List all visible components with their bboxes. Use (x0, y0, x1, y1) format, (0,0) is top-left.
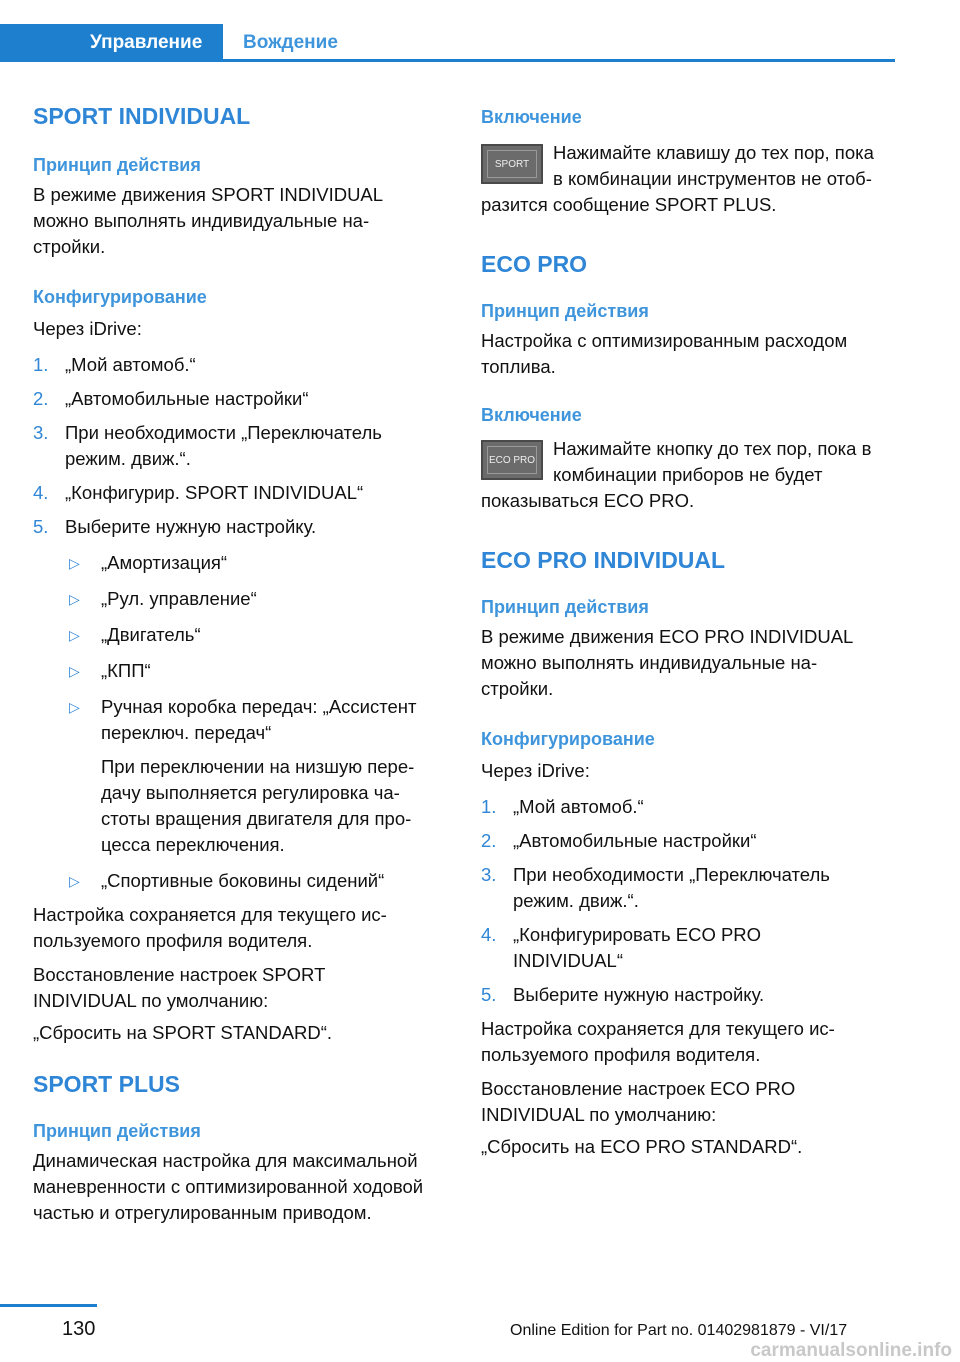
eco-enable-heading: Включение (481, 405, 582, 425)
list-item: ▷ „КПП“ (33, 658, 448, 684)
sport-plus-title: SPORT PLUS (33, 1071, 180, 1097)
list-item: 5. Выберите нужную настройку. (481, 984, 765, 1005)
eco-individual-title: ECO PRO INDIVIDUAL (481, 547, 726, 573)
page-number: 130 (62, 1318, 96, 1340)
eco-config-heading: Конфигурирование (481, 729, 655, 749)
list-item: 1. „Мой автомоб.“ (33, 354, 196, 375)
eco-pro-title: ECO PRO (481, 251, 588, 277)
principle-text: В режиме движения SPORT INDIVIDUAL можно выполнять индивидуальные на‐ стройки. (33, 184, 384, 257)
sport-enable-tail: разится сообщение SPORT PLUS. (481, 194, 777, 215)
list-item: 1. „Мой автомоб.“ (481, 796, 644, 817)
edition-text: Online Edition for Part no. 01402981879 - VI/17 (510, 1322, 848, 1339)
shift-note: При переключении на низшую пере‐ дачу выполняется регулировка ча‐ стоты вращения двигателя для про‐ цесса переключения. (101, 756, 415, 855)
eco-config-intro: Через iDrive: (481, 760, 590, 781)
triangle-bullet-icon: ▷ (69, 873, 80, 889)
list-item: 2. „Автомобильные настройки“ (33, 388, 309, 409)
tab-underline (223, 59, 895, 62)
eco-individual-principle-heading: Принцип действия (481, 597, 649, 617)
watermark: carmanualsonline.info (750, 1340, 952, 1361)
right-column (481, 104, 896, 1160)
list-item: 2. „Автомобильные настройки“ (481, 830, 757, 851)
list-item: 4. „Конфигурир. SPORT INDIVIDUAL“ (33, 482, 364, 503)
sport-plus-principle-heading: Принцип действия (33, 1121, 201, 1141)
eco-principle-heading: Принцип действия (481, 301, 649, 321)
eco-enable-tail: показываться ECO PRO. (481, 490, 695, 511)
config-steps (33, 352, 448, 540)
list-item: ▷ Ручная коробка передач: „Ассистент переключ. передач“ (69, 696, 417, 743)
principle-heading: Принцип действия (33, 155, 201, 175)
list-item: 5. Выберите нужную настройку. (33, 516, 317, 537)
tab-driving[interactable]: Вождение (243, 32, 338, 53)
reset-text: Восстановление настроек SPORT INDIVIDUAL по умолчанию: (33, 964, 326, 1011)
eco-config-steps (481, 794, 896, 1008)
saved-text: Настройка сохраняется для текущего ис‐ пользуемого профиля водителя. (33, 904, 387, 951)
eco-button-row: ECO PRO Нажимайте кнопку до тех пор, пока в комбинации приборов не будет (481, 436, 896, 488)
eco-saved-text: Настройка сохраняется для текущего ис‐ пользуемого профиля водителя. (481, 1018, 835, 1065)
eco-individual-text: В режиме движения ECO PRO INDIVIDUAL можно выполнять индивидуальные на‐ стройки. (481, 626, 854, 699)
eco-reset-text: Восстановление настроек ECO PRO INDIVIDUAL по умолчанию: (481, 1078, 796, 1125)
list-item: ▷ „Рул. управление“ (33, 586, 448, 612)
section-tabs (0, 24, 895, 62)
list-item: 3. При необходимости „Переключатель режим. движ.“. (481, 864, 830, 911)
sport-individual-title: SPORT INDIVIDUAL (33, 103, 251, 129)
triangle-bullet-icon: ▷ (69, 555, 80, 571)
list-item: ▷ „Спортивные боковины сидений“ (33, 868, 448, 894)
left-column (33, 100, 448, 1226)
list-item: ▷ „Амортизация“ (33, 550, 448, 576)
config-intro: Через iDrive: (33, 318, 142, 339)
sport-plus-text: Динамическая настройка для максимальной маневренности с оптимизированной ходовой частью и отрегулированным приводом. (33, 1150, 424, 1223)
eco-principle-text: Настройка с оптимизированным расходом топлива. (481, 330, 848, 377)
reset-value: „Сбросить на SPORT STANDARD“. (33, 1022, 333, 1043)
list-item: ▷ „Двигатель“ (33, 622, 448, 648)
triangle-bullet-icon: ▷ (69, 663, 80, 679)
tab-control[interactable] (0, 24, 223, 62)
sport-button-row: SPORT Нажимайте клавишу до тех пор, пока в комбинации инструментов не отоб‐ (481, 140, 896, 192)
enable-heading: Включение (481, 107, 582, 127)
triangle-bullet-icon: ▷ (69, 699, 80, 715)
tab-control-label: Управление (90, 32, 203, 53)
triangle-bullet-icon: ▷ (69, 591, 80, 607)
list-item: 3. При необходимости „Переключатель режим. движ.“. (33, 422, 382, 469)
config-heading: Конфигурирование (33, 287, 207, 307)
eco-reset-value: „Сбросить на ECO PRO STANDARD“. (481, 1136, 803, 1157)
list-item: 4. „Конфигурировать ECO PRO INDIVIDUAL“ (481, 924, 762, 971)
eco-pro-button-image: ECO PRO (481, 440, 543, 480)
footer-line (0, 1304, 97, 1307)
setting-options (33, 550, 448, 894)
triangle-bullet-icon: ▷ (69, 627, 80, 643)
sport-button-image: SPORT (481, 144, 543, 184)
